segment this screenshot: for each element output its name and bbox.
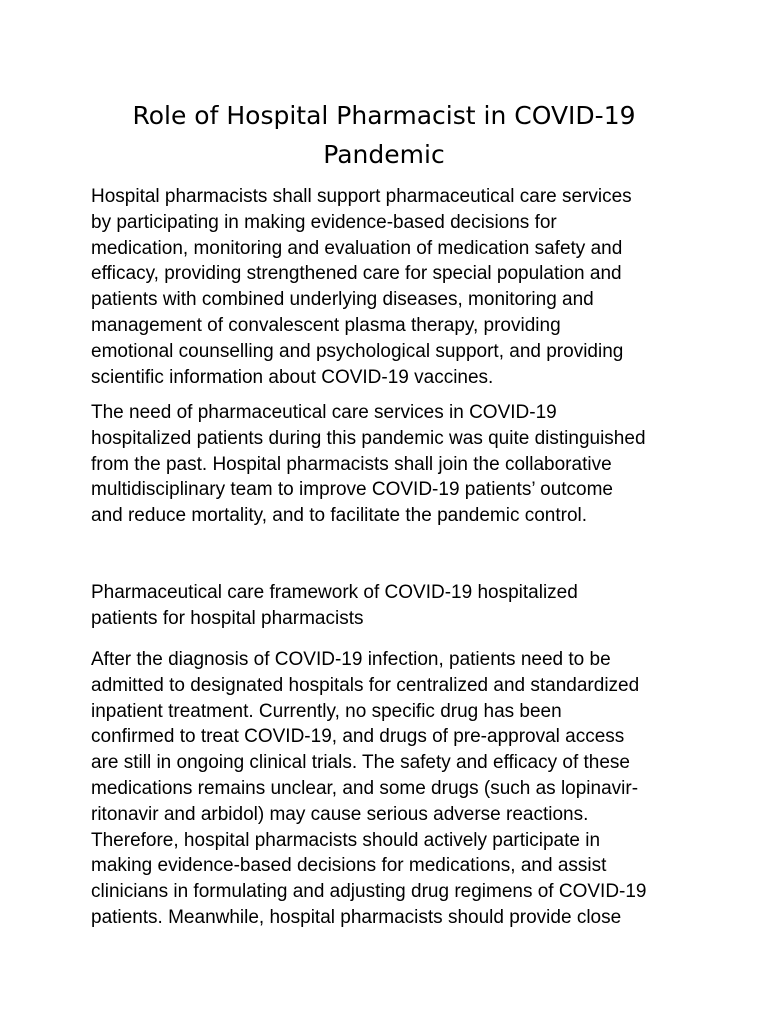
heading-line: Pharmaceutical care framework of COVID-19 hospitalized — [91, 582, 578, 603]
text-line: are still in ongoing clinical trials. The safety and efficacy of these — [91, 752, 630, 774]
text-line: patients with combined underlying diseases, monitoring and — [91, 289, 594, 311]
text-line: inpatient treatment. Currently, no specific drug has been — [91, 700, 562, 722]
text-line: After the diagnosis of COVID-19 infection, patients need to be — [91, 649, 611, 670]
text-line: hospitalized patients during this pandemic was quite distinguished — [91, 427, 646, 449]
section-heading — [91, 580, 691, 632]
text-line: Hospital pharmacists shall support pharmaceutical care services — [91, 186, 632, 207]
document-title: Role of Hospital Pharmacist in COVID-19 Pandemic — [132, 101, 636, 169]
text-line: ritonavir and arbidol) may cause serious adverse reactions. — [91, 803, 589, 825]
text-line: scientific information about COVID-19 vaccines. — [91, 366, 494, 388]
text-line: multidisciplinary team to improve COVID-19 patients’ outcome — [91, 479, 613, 501]
paragraph-need-of-care-services — [91, 400, 691, 529]
heading-line: patients for hospital pharmacists — [91, 607, 364, 629]
paragraph-pharmaceutical-care-services — [91, 184, 691, 390]
text-line: emotional counselling and psychological support, and providing — [91, 340, 624, 362]
text-line: management of convalescent plasma therapy, providing — [91, 314, 561, 336]
text-line: Therefore, hospital pharmacists should actively participate in — [91, 829, 601, 851]
text-line: The need of pharmaceutical care services in COVID-19 — [91, 402, 557, 423]
text-line: from the past. Hospital pharmacists shall join the collaborative — [91, 453, 612, 475]
text-line: patients. Meanwhile, hospital pharmacists should provide close — [91, 906, 622, 928]
text-line: medication, monitoring and evaluation of medication safety and — [91, 237, 623, 259]
text-line: medications remains unclear, and some drugs (such as lopinavir- — [91, 777, 639, 799]
text-line: efficacy, providing strengthened care for special population and — [91, 263, 622, 285]
text-line: admitted to designated hospitals for centralized and standardized — [91, 674, 640, 696]
text-line: clinicians in formulating and adjusting drug regimens of COVID-19 — [91, 881, 647, 903]
text-line: by participating in making evidence-based decisions for — [91, 211, 557, 233]
text-line: confirmed to treat COVID-19, and drugs of pre-approval access — [91, 726, 625, 748]
paragraph-diagnosis-and-treatment — [91, 647, 691, 931]
text-line: making evidence-based decisions for medications, and assist — [91, 855, 607, 877]
text-line: and reduce mortality, and to facilitate the pandemic control. — [91, 505, 588, 527]
